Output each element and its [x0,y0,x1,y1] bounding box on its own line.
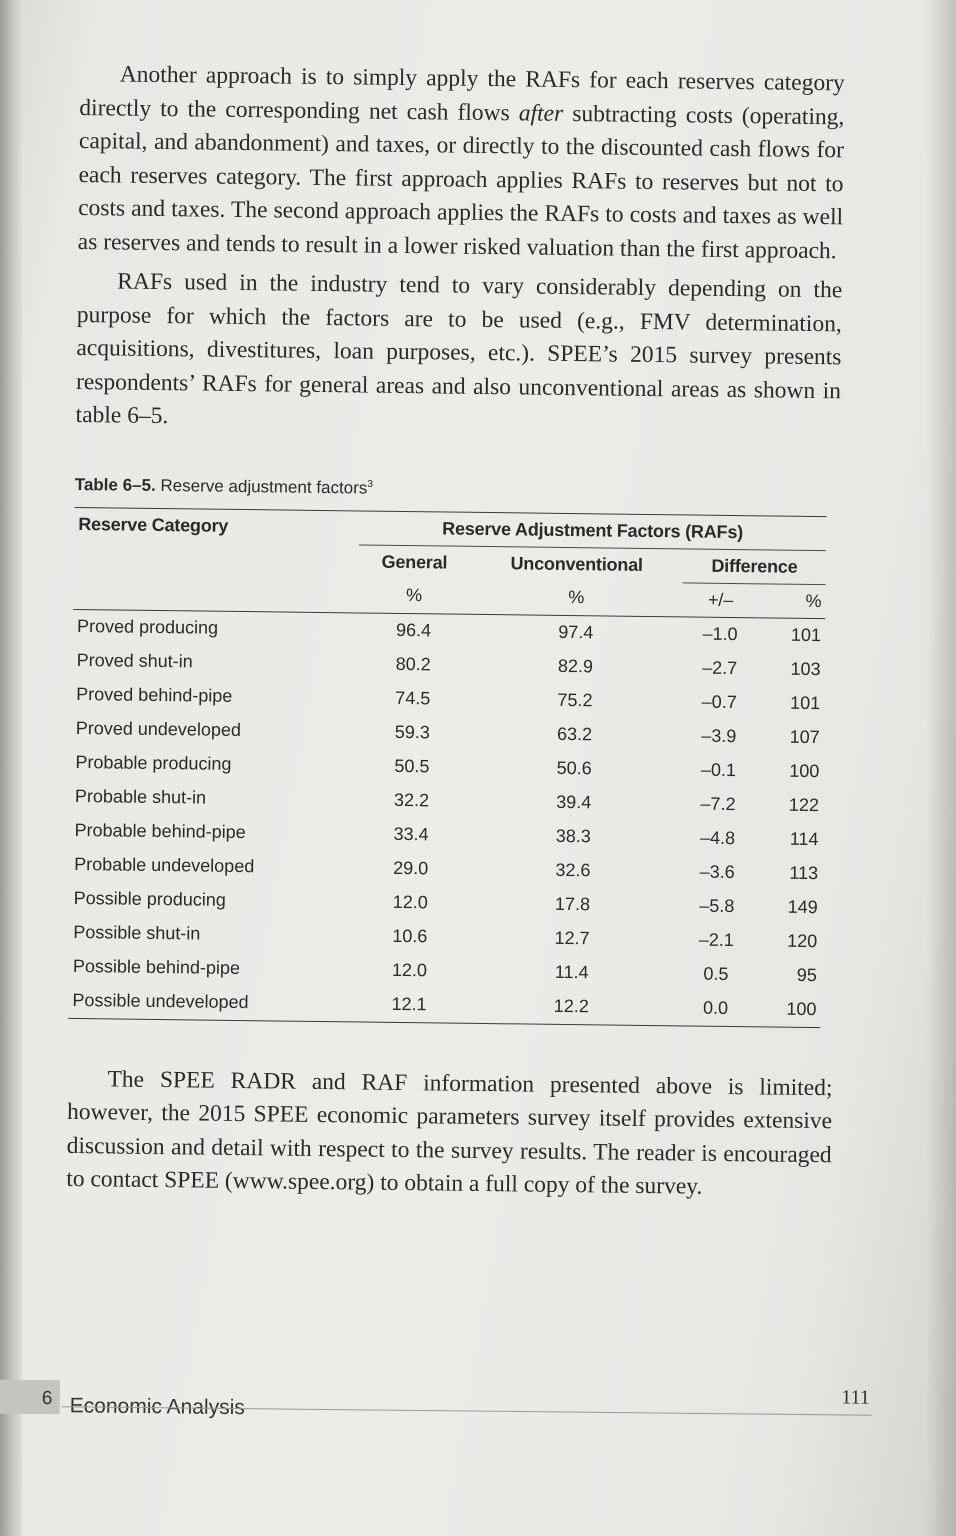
difference-value-cell: 0.5 [703,963,729,984]
general-value-cell: 29.0 [393,857,429,879]
category-cell: Proved behind-pipe [76,684,233,706]
difference-percent-cell: 95 [796,964,817,986]
chapter-title: Economic Analysis [69,1394,245,1420]
difference-percent-cell: 101 [790,624,822,646]
general-value-cell: 50.5 [394,755,430,777]
category-cell: Probable producing [75,751,232,774]
general-value-cell: 10.6 [392,925,428,947]
paragraph-survey-note: The SPEE RADR and RAF information presented above is limited; however, the 2015 SPEE economic parameters survey itself provides extensive discussion and detail with respect to the survey results. The reader is encouraged to contact SPEE (www.spee.org) to obtain a full copy of the survey. [66,1065,833,1200]
unconventional-value-cell: 82.9 [557,655,594,677]
general-value-cell: 59.3 [394,721,431,743]
general-value-cell: 32.2 [393,789,430,811]
category-cell: Probable behind-pipe [74,819,246,843]
header-reserve-category: Reserve Category [78,513,229,536]
general-value-cell: 33.4 [393,823,429,845]
unconventional-value-cell: 11.4 [554,961,589,983]
unconventional-value-cell: 17.8 [554,893,591,915]
general-value-cell: 74.5 [395,687,431,709]
difference-value-cell: –1.0 [702,623,738,645]
chapter-number: 6 [41,1388,53,1410]
unconventional-value-cell: 32.6 [555,859,591,881]
page-gutter [0,0,22,1536]
difference-percent-cell: 100 [753,992,820,1027]
difference-value-cell: –2.1 [698,929,735,951]
category-cell: Possible shut-in [73,921,201,944]
unit-general: % [405,585,423,606]
table-body [68,609,825,1027]
header-general: General [381,551,448,573]
difference-percent-cell: 149 [787,896,818,918]
general-value-cell: 12.1 [353,987,465,1023]
difference-value-cell: –0.7 [701,691,737,713]
difference-value-cell: –3.9 [701,725,737,747]
difference-percent-cell: 114 [789,828,819,850]
unconventional-value-cell: 75.2 [557,689,593,711]
difference-value-cell: 0.0 [677,991,753,1026]
difference-percent-cell: 101 [790,692,821,714]
footnote-marker: 3 [367,478,374,490]
unconventional-value-cell: 12.7 [554,927,590,949]
unconventional-value-cell: 38.3 [555,825,591,847]
unconventional-value-cell: 63.2 [556,723,593,745]
difference-value-cell: –0.1 [700,759,737,781]
category-cell: Proved producing [76,616,219,638]
table-caption-text: Reserve adjustment factors [155,475,368,498]
header-difference: Difference [683,548,826,584]
paragraph-raf-approach [78,58,845,268]
category-cell: Probable undeveloped [74,853,255,877]
difference-percent-cell: 107 [789,726,820,748]
unit-difference-pct: % [805,590,822,611]
difference-percent-cell: 103 [790,658,821,680]
difference-value-cell: –5.8 [699,895,735,917]
table-caption-label: Table 6–5. [74,474,156,495]
difference-percent-cell: 120 [787,930,818,952]
difference-percent-cell: 113 [789,862,819,884]
difference-percent-cell: 122 [788,794,820,816]
unconventional-value-cell: 12.2 [465,988,678,1025]
page-footer [40,1380,880,1429]
page-edge-shadow [926,0,956,1536]
category-cell: Possible producing [73,887,226,910]
paragraph-text: subtracting costs (operating, capital, and abandonment) and taxes, or directly to the discounted cash flows for each reserves category. The first approach applies RAFs to reserves but not to costs and taxes. The second approach applies the RAFs to costs and taxes as well as reserves and tends to result in a lower risked valuation than the first approach. [77,100,845,264]
category-cell: Proved undeveloped [75,717,242,741]
difference-value-cell: –2.7 [702,657,738,679]
page-content [66,58,845,1206]
emphasis-text: after [518,99,564,127]
general-value-cell: 12.0 [392,891,428,913]
unconventional-value-cell: 50.6 [556,757,592,779]
unconventional-value-cell: 97.4 [558,621,594,643]
category-cell: Possible undeveloped [68,983,353,1021]
header-unconventional: Unconventional [510,553,643,575]
unit-unconventional: % [568,587,585,608]
category-cell: Probable shut-in [74,785,207,808]
reserve-adjustment-factors-table [68,506,826,1027]
header-raf-group: Reserve Adjustment Factors (RAFs) [359,510,827,550]
difference-value-cell: –3.6 [699,861,735,883]
page-number: 111 [841,1386,870,1409]
difference-percent-cell: 100 [789,760,820,782]
difference-value-cell: –4.8 [699,827,736,849]
paragraph-text: Another approach is to simply apply the RAFs for each reserves category directly to the corresponding net cash flows [79,61,845,126]
general-value-cell: 80.2 [395,653,431,675]
general-value-cell: 12.0 [391,959,428,981]
paragraph-raf-industry: RAFs used in the industry tend to vary considerably depending on the purpose for which the factors are to be used (e.g., FMV determination, acquisitions, divestitures, loan purposes, etc.). SPEE’s 2015 survey presents respondents’ RAFs for general areas and also unconventional areas as shown in table 6–5. [75,268,843,430]
unit-difference-abs: +/– [707,589,734,610]
unconventional-value-cell: 39.4 [556,791,592,813]
general-value-cell: 96.4 [395,619,432,641]
category-cell: Possible behind-pipe [72,955,241,979]
table-caption [75,474,840,503]
category-cell: Proved shut-in [76,650,193,672]
difference-value-cell: –7.2 [700,793,736,815]
